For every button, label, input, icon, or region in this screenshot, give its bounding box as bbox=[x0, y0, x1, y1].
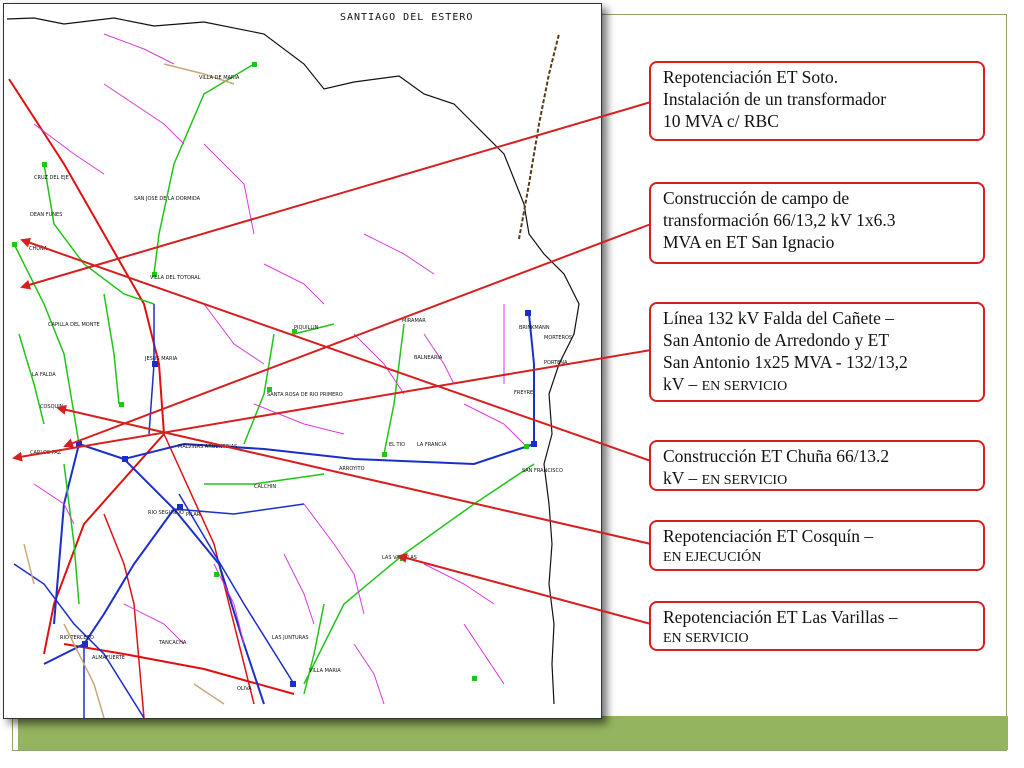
place-label: BALNEARIA bbox=[414, 355, 443, 361]
place-label: LA FRANCIA bbox=[417, 442, 447, 448]
callout-text: transformación 66/13,2 kV 1x6.3 bbox=[663, 210, 896, 230]
place-label: LAS VARILLAS bbox=[382, 555, 417, 561]
place-label: EL TIO bbox=[389, 442, 405, 448]
callout-soto bbox=[649, 61, 985, 141]
place-label: SAN JOSE DE LA DORMIDA bbox=[134, 196, 201, 202]
place-label: PIQUILLIN bbox=[294, 325, 319, 331]
place-label: SANTA ROSA DE RIO PRIMERO bbox=[267, 392, 343, 398]
place-label: CARLOS PAZ bbox=[30, 450, 62, 456]
callout-text: San Antonio 1x25 MVA - 132/13,2 bbox=[663, 352, 908, 372]
callout-chuna bbox=[649, 440, 985, 491]
dashed-border bbox=[519, 34, 559, 239]
status-label: EN SERVICIO bbox=[701, 473, 788, 488]
callout-text: MVA en ET San Ignacio bbox=[663, 232, 835, 252]
place-label: ALMAFUERTE bbox=[92, 655, 125, 661]
place-label: CRUZ DEL EJE bbox=[34, 175, 69, 181]
place-label: BRINKMANN bbox=[519, 325, 550, 331]
place-label: CHUÑA bbox=[29, 246, 48, 252]
place-label: COSQUIN bbox=[40, 404, 64, 410]
place-label: CALCHIN bbox=[254, 484, 277, 490]
callout-san-antonio bbox=[649, 302, 985, 402]
place-label: JESUS MARIA bbox=[145, 356, 178, 362]
map-title: SANTIAGO DEL ESTERO bbox=[340, 12, 474, 23]
electrical-network-map bbox=[3, 3, 602, 719]
place-label: DEAN FUNES bbox=[30, 212, 63, 218]
status-label: EN SERVICIO bbox=[701, 379, 788, 394]
place-label: RIO TERCERO bbox=[60, 635, 94, 641]
callout-san-ignacio bbox=[649, 182, 985, 264]
place-label: VILLA DE MARIA bbox=[199, 75, 240, 81]
callout-text: Instalación de un transformador bbox=[663, 89, 887, 109]
callout-text: San Antonio de Arredondo y ET bbox=[663, 330, 890, 350]
place-label: PORTEÑA bbox=[544, 360, 568, 366]
place-label: VILLA DEL TOTORAL bbox=[150, 275, 201, 281]
callout-text: Repotenciación ET Cosquín – bbox=[663, 526, 874, 546]
status-label: EN SERVICIO bbox=[663, 631, 749, 646]
place-label: SAN FRANCISCO bbox=[522, 468, 563, 474]
place-label: RIO SEGUNDO bbox=[148, 510, 184, 516]
place-label: MIRAMAR bbox=[402, 318, 426, 324]
callout-text: kV – bbox=[663, 468, 702, 488]
callout-cosquin bbox=[649, 520, 985, 571]
callout-text: 10 MVA c/ RBC bbox=[663, 111, 779, 131]
callout-text: Construcción de campo de bbox=[663, 188, 850, 208]
province-border bbox=[7, 18, 579, 704]
map-drawing bbox=[4, 4, 601, 718]
place-label: TANCACHA bbox=[159, 640, 187, 646]
callout-las-varillas bbox=[649, 601, 985, 651]
callout-text: Construcción ET Chuña 66/13.2 bbox=[663, 446, 890, 466]
place-label: CAPILLA DEL MONTE bbox=[48, 322, 100, 328]
place-label: ARROYITO bbox=[339, 466, 365, 472]
place-label: PILAR bbox=[186, 512, 201, 518]
callout-text: Línea 132 kV Falda del Cañete – bbox=[663, 308, 895, 328]
place-label: MORTEROS bbox=[544, 335, 573, 341]
status-label: EN EJECUCIÓN bbox=[663, 550, 762, 565]
place-label: LA FALDA bbox=[32, 372, 56, 378]
place-label: VILLA MARIA bbox=[309, 668, 341, 674]
callout-text: Repotenciación ET Las Varillas – bbox=[663, 607, 898, 627]
bottom-band bbox=[18, 716, 1008, 750]
place-label: LAS JUNTURAS bbox=[272, 635, 309, 641]
callout-text: Repotenciación ET Soto. bbox=[663, 67, 839, 87]
place-label: MALVINAS ARGENTINAS bbox=[178, 444, 238, 450]
place-label: OLIVA bbox=[237, 686, 252, 692]
callout-text: kV – bbox=[663, 374, 702, 394]
place-label: FREYRE bbox=[514, 390, 534, 396]
